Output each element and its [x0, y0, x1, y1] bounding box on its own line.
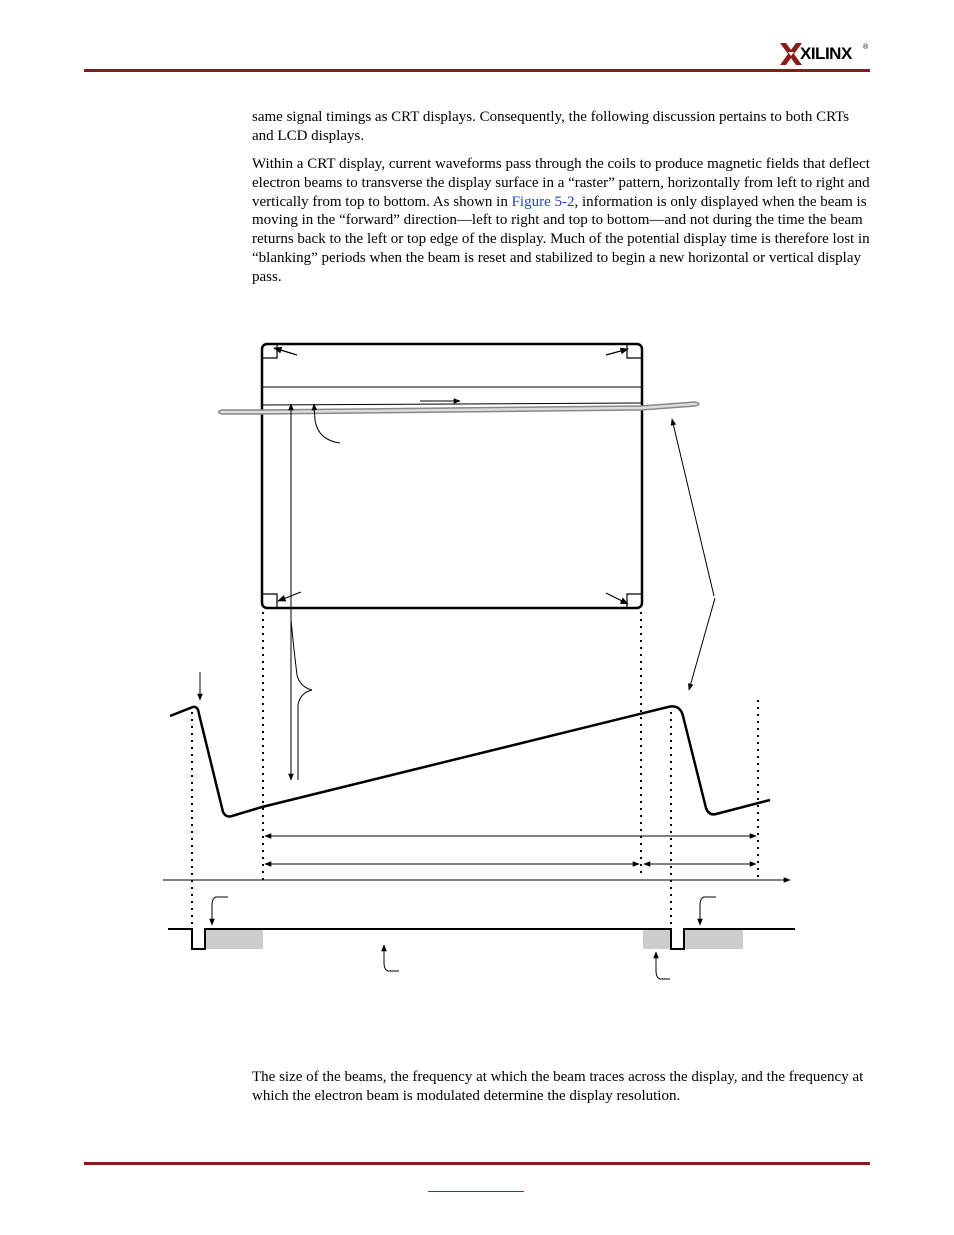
paragraph-1: same signal timings as CRT displays. Consequently, the following discussion pertains to both CRTs and LCD displays. [252, 109, 850, 144]
paragraph-2-text-b: , information is only displayed when the beam is moving in the “forward” direction—left to right and top to bottom—and not during the time the beam returns back to the left or top edge of the display. Much of the potential display time is therefore lost in “blanking” periods when the beam is reset and stabilized to begin a new horizontal or vertical display pass. [252, 193, 870, 285]
paragraph-2-text-a: Within a CRT display, current waveforms pass through the coils to produce magnetic fields that deflect electron beams to transverse the display surface in a “raster” pattern, horizontally from left to right and vertically from top to bottom. As shown in [252, 156, 870, 210]
footer-rule [84, 1162, 870, 1165]
logo-registered-mark: ® [863, 44, 869, 51]
blanking-region-mid [643, 929, 671, 949]
corner-markers [263, 345, 641, 607]
figure-link[interactable]: Figure 5-2 [511, 193, 575, 210]
display-screen [262, 344, 642, 608]
logo-text: XILINX [800, 44, 852, 63]
timing-guides [192, 612, 758, 928]
footer-link-underline[interactable] [428, 1191, 524, 1192]
blanking-region-right [685, 929, 743, 949]
deflection-waveform [170, 706, 770, 816]
blanking-region-left [206, 929, 263, 949]
paragraph-3: The size of the beams, the frequency at which the beam traces across the display, and the frequency at which the electron beam is modulated determine the display resolution. [252, 1069, 864, 1104]
